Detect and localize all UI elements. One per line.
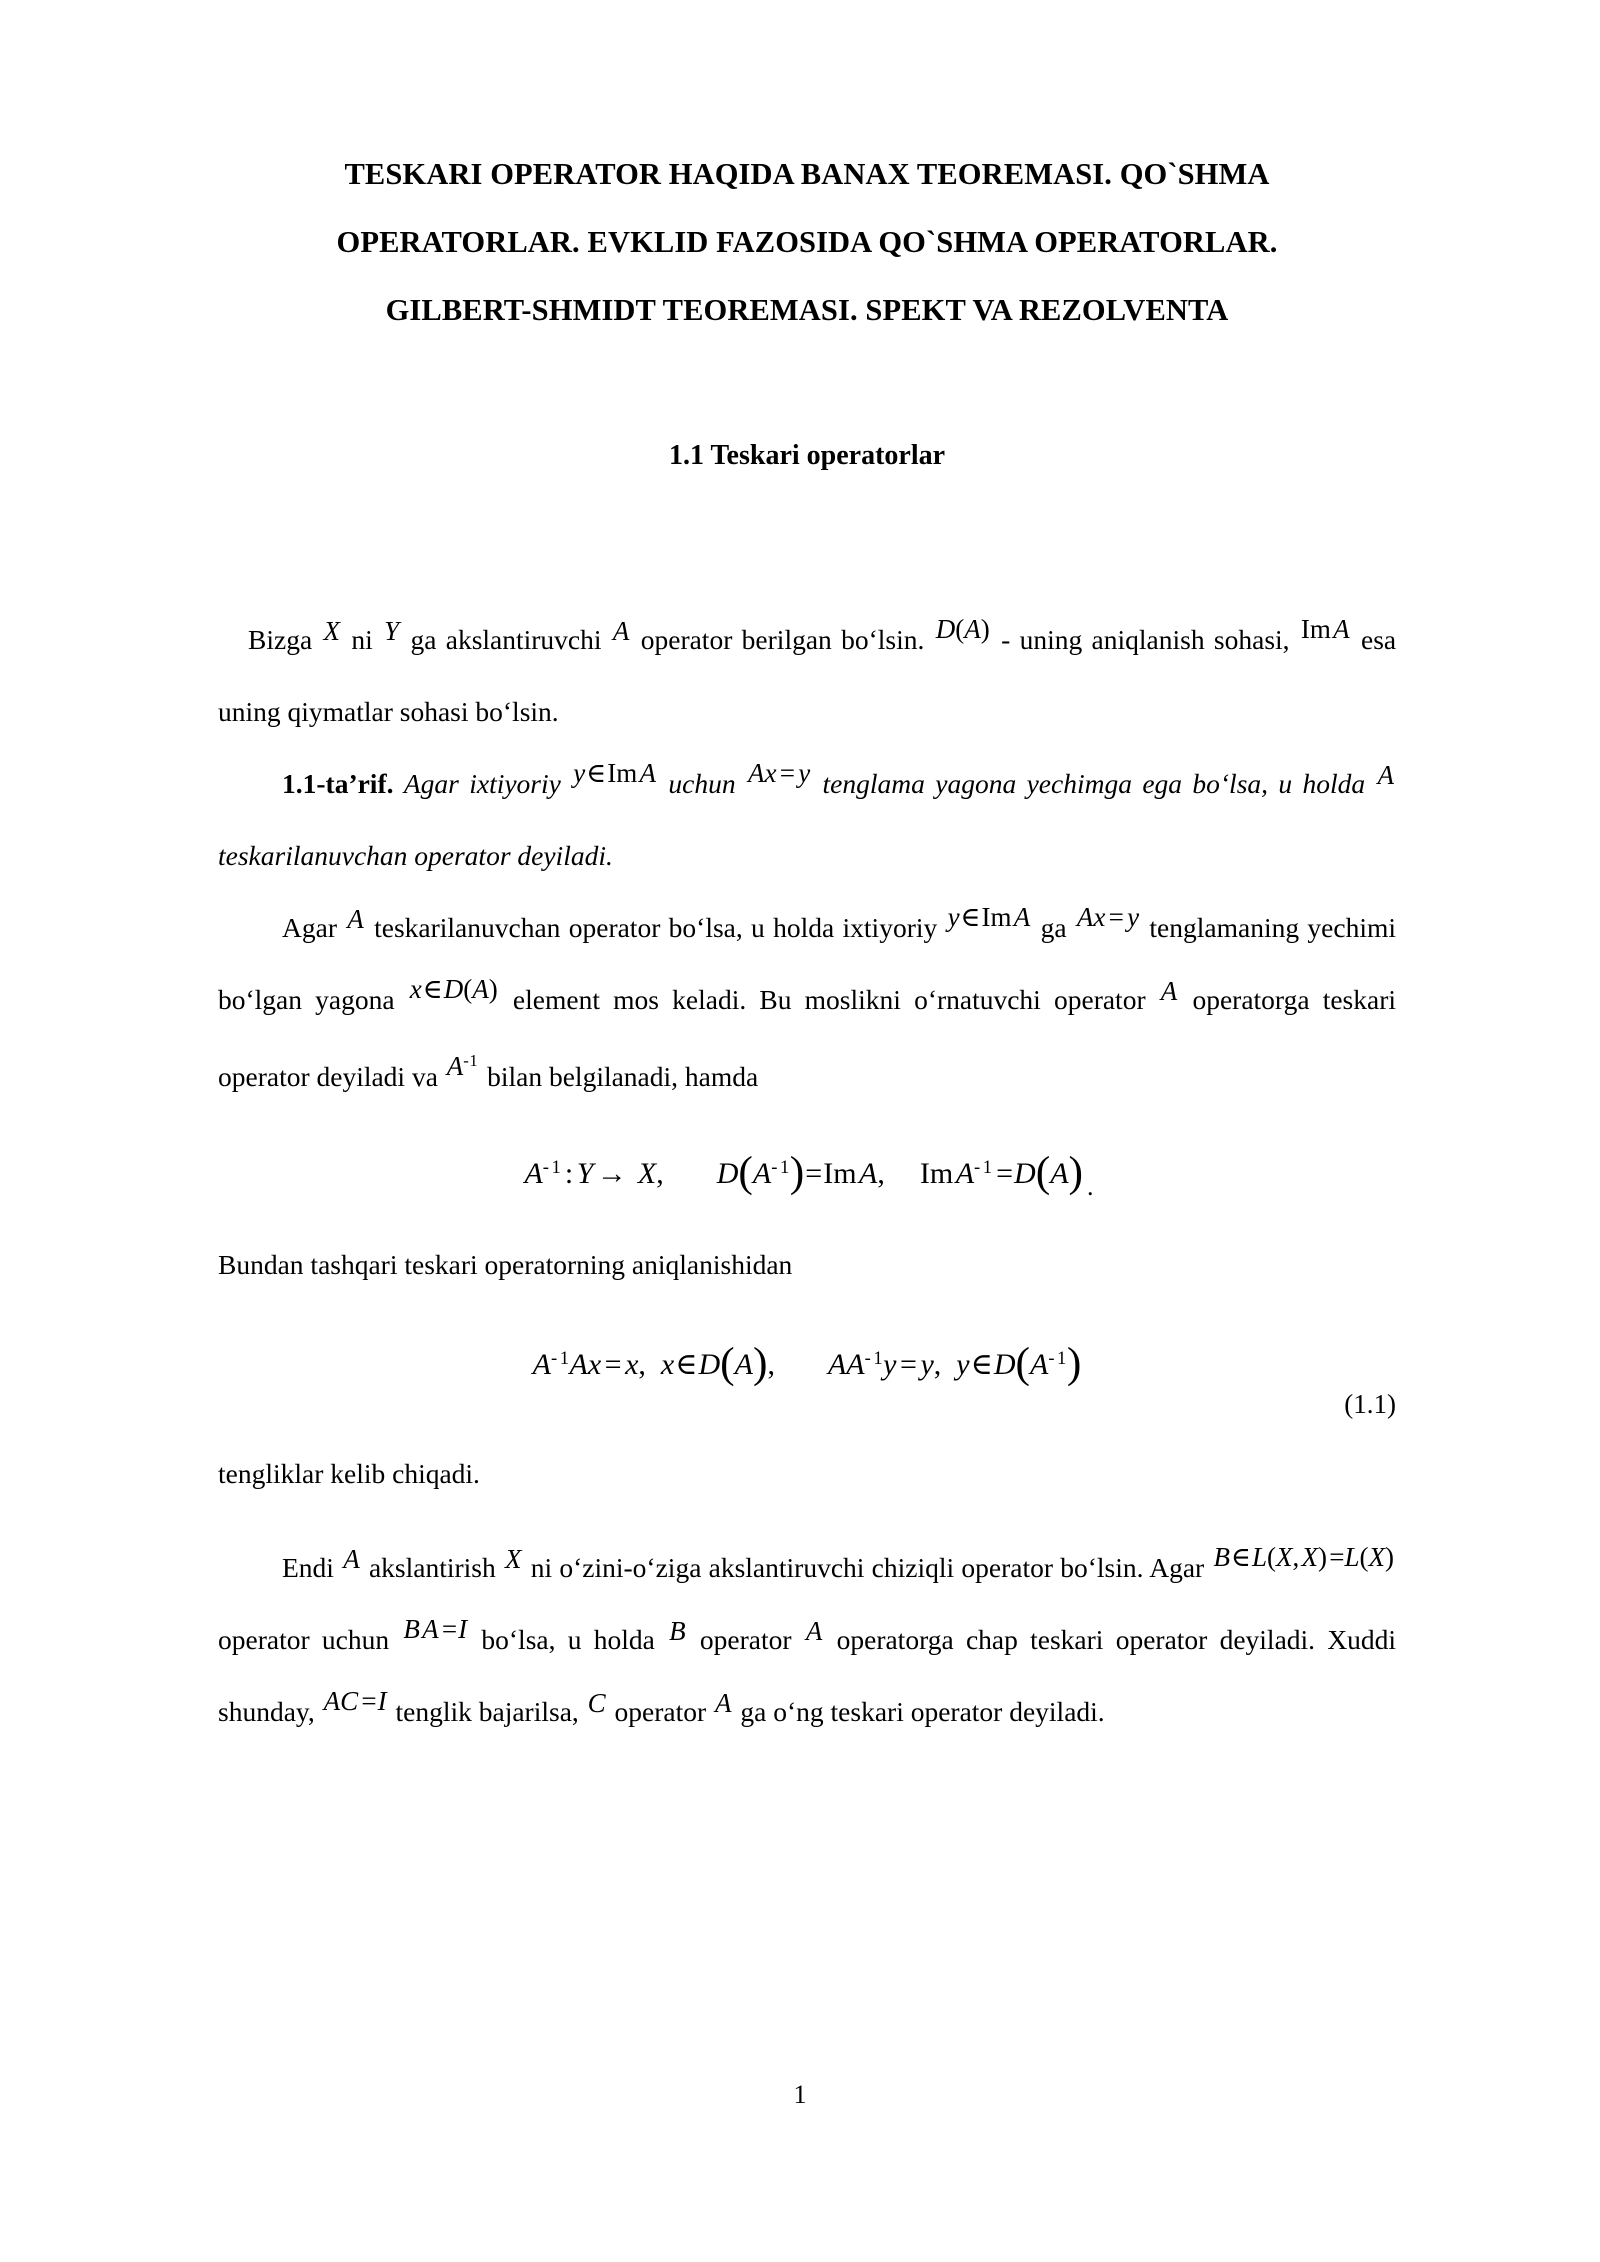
p3-text-2: teskarilanuvchan operator bo‘lsa, u holda ixtiyoriy (374, 912, 938, 943)
document-title-line-2: OPERATORLAR. EVKLID FAZOSIDA QO`SHMA OPERATORLAR. (336, 225, 1278, 259)
p6-text-9: operator (614, 1696, 707, 1728)
equation-1-1-left: $A^{- 1}Ax$ = x, x∈D(A), (532, 1339, 775, 1388)
math-AC-equals-I: AC =I (323, 1686, 387, 1717)
p6-text-2: akslantirish (368, 1552, 496, 1584)
p3-text-6: operatorga teskari operator deyiladi va (218, 984, 1396, 1093)
equation-inverse-domain-range (218, 1148, 1396, 1202)
math-A-5: A (805, 1616, 823, 1647)
p1-text-1: Bizga (248, 624, 313, 655)
p6-text-8: tenglik bajarilsa, (395, 1696, 579, 1728)
p6-text-7: operatorga chap teskari operator deyiladi. Xuddi shunday, (218, 1624, 1397, 1728)
p6-text-6: operator (699, 1624, 792, 1656)
math-BA-equals-I: B A =I (403, 1614, 468, 1645)
paragraph-inverse-operator (218, 892, 1396, 1113)
section-heading: 1.1 Teskari operatorlar (668, 440, 946, 471)
p1-text-5: - uning aniqlanish sohasi, (1001, 624, 1290, 655)
p1-text-2: ni (351, 624, 373, 655)
paragraph-from-definition: Bundan tashqari teskari operatorning aniqlanishidan (218, 1249, 793, 1281)
math-y-in-image-A-2: y∈Im A (947, 902, 1031, 932)
p6-text-5: bo‘lsa, u holda (481, 1624, 655, 1656)
equation-part-mapping: $A^{- 1}$ : Y → X, (524, 1157, 664, 1191)
equation-trailing-period: . (1087, 1172, 1094, 1202)
math-C: C (587, 1688, 606, 1719)
math-B-in-LXX: B∈L(X, X) =L(X) (1213, 1542, 1395, 1573)
math-Ax-equals-y: Ax = y (747, 758, 811, 788)
page-number: 1 (793, 2080, 807, 2109)
equation-1-1-right: $AA^{- 1}y$ = y, $y\in D(A^{- 1})$ (827, 1339, 1082, 1388)
paragraph-definition-1-1 (218, 748, 1396, 892)
math-y-in-image-A: y∈Im A (573, 758, 656, 788)
paragraph-equalities-follow: tengliklar kelib chiqadi. (218, 1458, 480, 1490)
p3-text-1: Agar (282, 912, 337, 943)
math-image-of-A: Im A (1300, 614, 1350, 644)
document-title-line-3: GILBERT-SHMIDT TEOREMASI. SPEKT VA REZOLVENTA (385, 293, 1229, 327)
equation-number-1-1: (1.1) (1344, 1389, 1396, 1420)
definition-label: 1.1-ta’rif. (282, 768, 394, 799)
p6-text-10: ga o‘ng teskari operator deyiladi. (740, 1696, 1105, 1728)
math-A-2: A (347, 904, 364, 934)
math-A-inverse: $A^{-1}$ (446, 1051, 479, 1082)
p6-text-1: Endi (282, 1552, 334, 1584)
equation-1-1 (218, 1339, 1396, 1420)
equation-part-range: Im $A^{- 1}$ =D(A) (919, 1148, 1084, 1197)
page-content (218, 0, 1396, 1748)
p1-text-6: esa uning qiymatlar sohasi bo‘lsin. (218, 624, 1397, 727)
paragraph-left-right-inverse (218, 1532, 1396, 1748)
p2-text-3: tenglama yagona yechimga ega bo‘lsa, u holda (822, 768, 1366, 799)
paragraph-intro (218, 604, 1396, 748)
p1-text-3: ga akslantiruvchi (410, 624, 602, 655)
math-B: B (669, 1616, 686, 1647)
math-A-6: A (715, 1688, 732, 1719)
math-A: A (612, 616, 630, 646)
equation-part-domain: $D(A^{- 1})=Im$ A, (716, 1148, 885, 1197)
p1-text-4: operator berilgan bo‘lsin. (640, 624, 925, 655)
math-Ax-equals-y-2: Ax = y (1076, 902, 1140, 932)
math-A-4: A (343, 1544, 360, 1575)
p3-text-3: ga (1040, 912, 1067, 943)
math-A-invertible: A (1377, 760, 1395, 790)
document-title-line-1: TESKARI OPERATOR HAQIDA BANAX TEOREMASI. QO`SHMA (344, 157, 1270, 191)
p3-text-5: element mos keladi. Bu moslikni o‘rnatuvchi operator (512, 984, 1146, 1015)
p2-text-4: teskarilanuvchan operator deyiladi. (218, 840, 613, 871)
math-x-in-domain-A: x∈D(A) (409, 974, 498, 1004)
math-Y: Y (384, 616, 400, 646)
math-domain-of-A: D(A) (935, 614, 990, 644)
p6-text-4: operator uchun (218, 1624, 390, 1656)
p6-text-3: ni o‘zini-o‘ziga akslantiruvchi chiziqli operator bo‘lsin. Agar (530, 1552, 1205, 1584)
p2-text-1: Agar ixtiyoriy (403, 768, 561, 799)
math-X: X (323, 616, 340, 646)
p3-text-7: bilan belgilanadi, hamda (487, 1061, 759, 1093)
p3-text-4: tenglamaning yechimi bo‘lgan yagona (218, 912, 1396, 1015)
document-title (218, 140, 1396, 344)
p2-text-2: uchun (668, 768, 736, 799)
math-X-2: X (505, 1544, 522, 1575)
math-A-3: A (1160, 976, 1178, 1006)
